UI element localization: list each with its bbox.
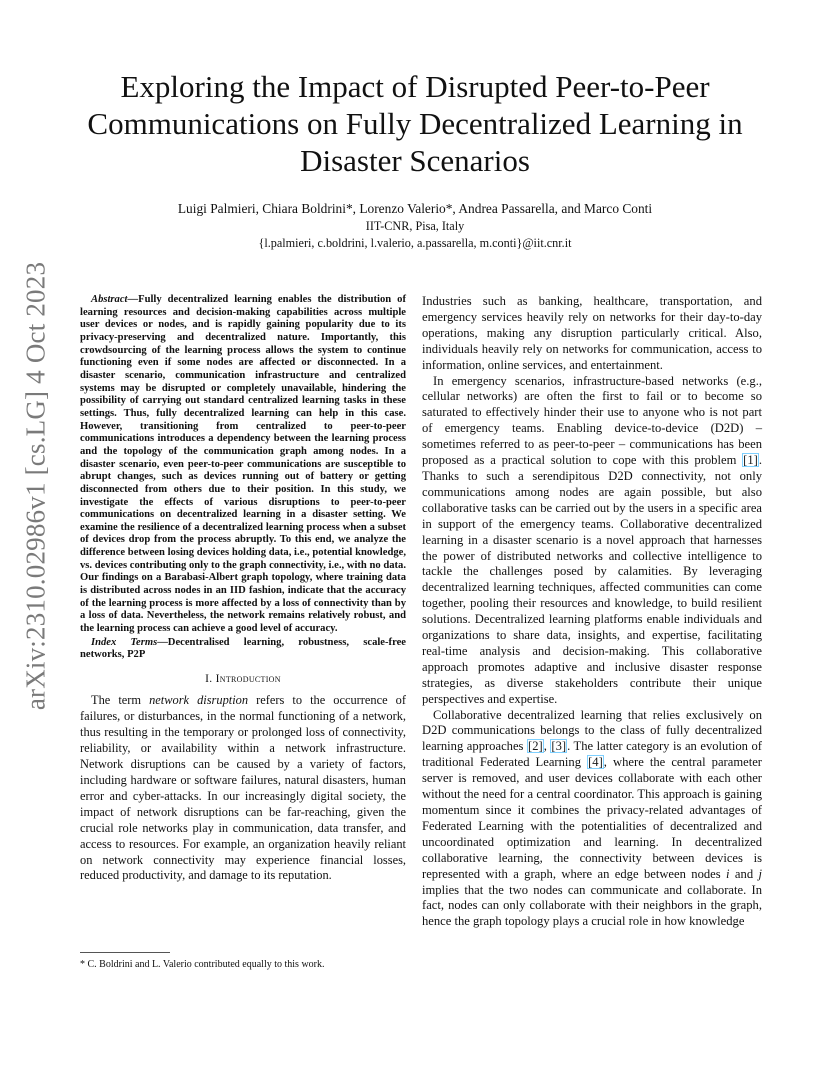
abstract xyxy=(80,294,406,636)
index-terms xyxy=(80,637,406,662)
footnote: * C. Boldrini and L. Valerio contributed equally to this work. xyxy=(80,959,325,970)
citation-link-4[interactable]: [4] xyxy=(588,755,603,770)
citation-link-2[interactable]: [2] xyxy=(528,739,543,754)
intro-paragraph-4: Collaborative decentralized learning that relies exclusively on D2D communications belongs to the class of fully decentralized learning approaches [2], [3]. The latter category is an evolution of traditional Federated Learning [4], where the central parameter server is removed, and user devices collaborate with each other without the need for a central coordinator. This approach is gaining momentum since it combines the privacy-related advantages of Federated Learning with the potentialities of decentralized and uncoordinated optimization and learning. In decentralized collaborative learning, the connectivity between devices is represented with a graph, where an edge between nodes i and j implies that the two nodes can communicate and collaborate. In fact, nodes can only collaborate with their neighbors in the graph, hence the graph topology plays a crucial role in how knowledge xyxy=(422,707,762,929)
abstract-text: —Fully decentralized learning enables the distribution of learning resources and decision-making capabilities across multiple user devices or nodes, and is rapidly gaining popularity due to its privacy-preserving and decentralized nature. Importantly, this crowdsourcing of the learning process allows the system to continue functioning even if some nodes are affected or disconnected. In a disaster scenario, communication infrastructure and centralized systems may be disrupted or completely unavailable, hindering the possibility of carrying out standard centralized learning tasks in these settings. Thus, fully decentralized learning can help in this case. However, transitioning from centralized to peer-to-peer communications introduces a dependency between the learning process and the topology of the communication graph among nodes. In a disaster scenario, even peer-to-peer communications are susceptible to abrupt changes, such as devices running out of battery or getting disconnected from others due to their position. In this study, we investigate the effects of various disruptions to peer-to-peer communications on decentralized learning in a disaster setting. We examine the resilience of a decentralized learning process when a subset of devices drop from the process abruptly. To this end, we analyze the difference between losing devices holding data, i.e., potential knowledge, vs. devices contributing only to the graph connectivity, i.e., with no data. Our findings on a Barabasi-Albert graph topology, where training data is distributed across nodes in an IID fashion, indicate that the accuracy of the learning process is more affected by a loss of connectivity than by a loss of data. Nevertheless, the network remains relatively robust, and the learning process can achieve a good level of accuracy. xyxy=(80,294,406,635)
paper-title: Exploring the Impact of Disrupted Peer-to-Peer Communications on Fully Decentralized Learning in Disaster Scenarios xyxy=(87,69,743,178)
abstract-lead: Abstract xyxy=(91,294,128,305)
intro-paragraph-1: The term network disruption refers to the occurrence of failures, or disturbances, in the normal functioning of a network, thus resulting in the temporary or prolonged loss of connectivity, reliability, or availability within a network infrastructure. Network disruptions can be caused by a variety of factors, including hardware or software failures, natural disasters, human error and cyber-attacks. In our increasingly digital society, the impact of network disruptions can be far-reaching, given the crucial role networks play in communication, data transfer, and access to resources. For example, an organization heavily reliant on network connectivity may experience financial losses, reduced productivity, and damage to its reputation. xyxy=(80,693,407,883)
right-column xyxy=(422,294,762,930)
affiliation: IIT-CNR, Pisa, Italy xyxy=(365,219,465,233)
arxiv-identifier-text: arXiv:2310.02986v1 [cs.LG] 4 Oct 2023 xyxy=(20,261,51,711)
term-network-disruption: network disruption xyxy=(149,693,249,708)
index-terms-lead: Index Terms xyxy=(91,636,158,648)
math-i: i xyxy=(726,866,730,881)
citation-link-1[interactable]: [1] xyxy=(743,453,758,468)
math-j: j xyxy=(758,866,762,881)
arxiv-identifier xyxy=(16,261,56,711)
citation-link-3[interactable]: [3] xyxy=(551,739,567,754)
intro-paragraph-2: Industries such as banking, healthcare, transportation, and emergency services heavily rely on networks for their day-to-day operations, making any disruption particularly critical. Also, individuals heavily rely on networks for communication, access to information, online services, and entertainment. xyxy=(422,294,762,372)
footnote-divider xyxy=(80,952,170,953)
index-terms-text: —Decentralised learning, robustness, scale-free networks, P2P xyxy=(80,636,406,661)
author-list: Luigi Palmieri, Chiara Boldrini*, Lorenzo Valerio*, Andrea Passarella, and Marco Conti xyxy=(177,201,653,216)
intro-paragraph-3: In emergency scenarios, infrastructure-based networks (e.g., cellular networks) are often the first to fail or to become so saturated to effectively hinder their use to anyone who is not part of emergency teams. Enabling device-to-device (D2D) – sometimes referred to as peer-to-peer – communications has been proposed as a practical solution to cope with this problem [1]. Thanks to such a serendipitous D2D connectivity, not only communications among nodes are again possible, but also collaborative tasks can be carried out by the users in a specific area in support of the emergency teams. Collaborative decentralized learning in a disaster scenario is a novel approach that harnesses the power of distributed networks and collective intelligence to tackle the challenges posed by calamities. By leveraging decentralized learning techniques, affected communities can come together, pooling their resources and knowledge, to build resilient solutions. Decentralized learning platforms enable individuals and organizations to share data, insights, and expertise, facilitating real-time analysis and decision-making. This collaborative approach promotes adaptive and inclusive disaster response strategies, as diverse stakeholders contribute their unique perspectives and expertise. xyxy=(422,373,762,706)
author-emails: {l.palmieri, c.boldrini, l.valerio, a.passarella, m.conti}@iit.cnr.it xyxy=(258,236,572,250)
left-column xyxy=(80,294,406,884)
section-heading-introduction: I. Introduction xyxy=(205,673,281,686)
